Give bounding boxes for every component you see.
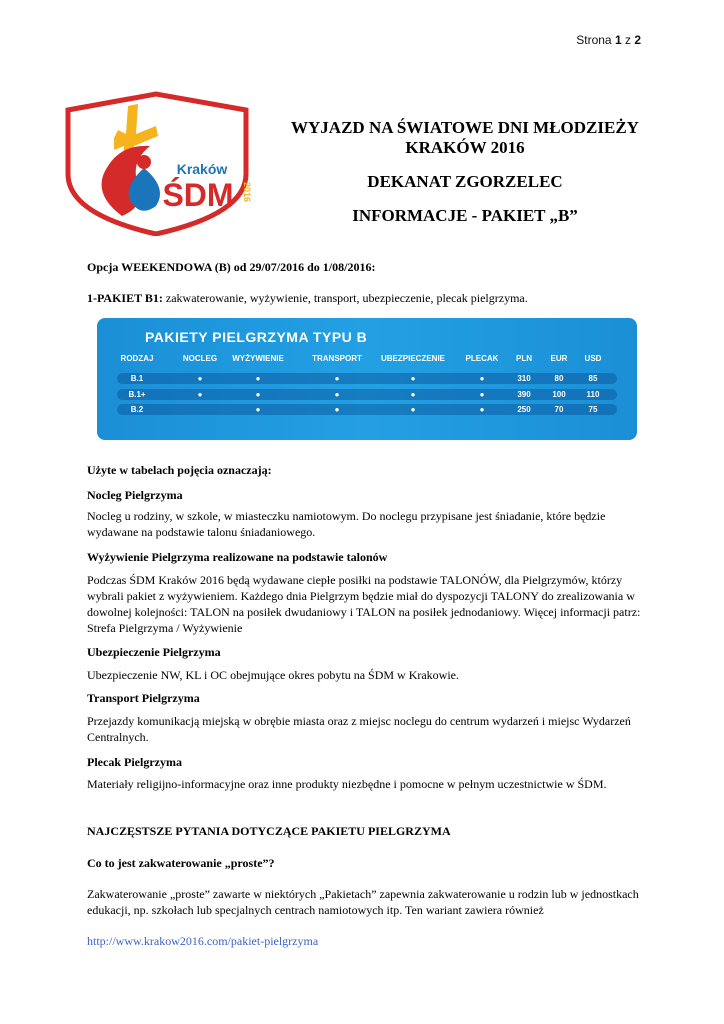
ubezpieczenie-text: Ubezpieczenie NW, KL i OC obejmujące okres pobytu na ŚDM w Krakowie. bbox=[87, 668, 460, 682]
table-cell: 250 bbox=[517, 405, 531, 414]
title-line-3: DEKANAT ZGORZELEC bbox=[367, 172, 563, 191]
table-row bbox=[117, 373, 617, 384]
table-header-plecak: PLECAK bbox=[465, 354, 499, 363]
table-cell: ● bbox=[479, 405, 485, 414]
transport-text: Przejazdy komunikacją miejską w obrębie miasta oraz z miejsc noclegu do centrum wydarzeń i miejsc Wydarzeń Centralnych. bbox=[87, 714, 631, 744]
sdm-krakow-logo bbox=[60, 88, 260, 236]
packages-table-title: PAKIETY PIELGRZYMA TYPU B bbox=[145, 329, 368, 345]
table-cell: ● bbox=[334, 405, 340, 414]
package-b1-text: zakwaterowanie, wyżywienie, transport, ubezpieczenie, plecak pielgrzyma. bbox=[162, 291, 528, 305]
table-header-ubezpieczenie: UBEZPIECZENIE bbox=[380, 354, 446, 363]
package-b1-line bbox=[87, 290, 647, 306]
plecak-heading: Plecak Pielgrzyma bbox=[87, 755, 182, 769]
table-cell: ● bbox=[410, 390, 416, 399]
table-row bbox=[117, 404, 617, 415]
wyzywienie-heading: Wyżywienie Pielgrzyma realizowane na podstawie talonów bbox=[87, 550, 388, 564]
wyzywienie-text: Podczas ŚDM Kraków 2016 będą wydawane ciepłe posiłki na podstawie TALONÓW, dla Pielgrzymów, którzy wybrali pakiet z wyżywieniem. Każdego dnia Pielgrzym będzie miał do dyspozycji TALONY do zrealizowania w dowolnej kolejności: TALON na posiłek dwudaniowy i TALON na posiłek jednodaniowy. Więcej informacji patrz: Strefa Pielgrzyma / Wyżywienie bbox=[87, 573, 641, 635]
logo-year-text: 2016 bbox=[242, 181, 252, 203]
table-cell: ● bbox=[255, 374, 261, 383]
table-cell: ● bbox=[334, 390, 340, 399]
transport-heading: Transport Pielgrzyma bbox=[87, 691, 200, 705]
logo-brand-text: ŚDM bbox=[162, 177, 234, 213]
faq-heading: NAJCZĘSTSZE PYTANIA DOTYCZĄCE PAKIETU PIELGRZYMA bbox=[87, 824, 451, 838]
nocleg-heading: Nocleg Pielgrzyma bbox=[87, 488, 183, 502]
table-cell: ● bbox=[410, 374, 416, 383]
ubezpieczenie-heading: Ubezpieczenie Pielgrzyma bbox=[87, 645, 221, 659]
terms-heading: Użyte w tabelach pojęcia oznaczają: bbox=[87, 463, 272, 477]
table-header-nocleg: NOCLEG bbox=[182, 354, 218, 363]
table-cell: 110 bbox=[586, 390, 600, 399]
table-header-rodzaj: RODZAJ bbox=[120, 354, 154, 363]
table-cell: ● bbox=[197, 390, 203, 399]
title-line-1: WYJAZD NA ŚWIATOWE DNI MŁODZIEŻY bbox=[291, 118, 639, 137]
table-cell: ● bbox=[197, 374, 203, 383]
table-cell: 100 bbox=[552, 390, 566, 399]
table-cell: ● bbox=[334, 374, 340, 383]
title-line-4: INFORMACJE - PAKIET „B” bbox=[352, 206, 578, 225]
footer-link[interactable]: http://www.krakow2016.com/pakiet-pielgrzyma bbox=[87, 934, 319, 948]
table-header-eur: EUR bbox=[550, 354, 568, 363]
table-cell: ● bbox=[479, 390, 485, 399]
table-cell: 80 bbox=[554, 374, 564, 383]
faq-question-1: Co to jest zakwaterowanie „proste”? bbox=[87, 856, 275, 870]
table-cell: 85 bbox=[588, 374, 598, 383]
table-cell: B.2 bbox=[130, 405, 144, 414]
table-cell: ● bbox=[255, 390, 261, 399]
table-cell: 310 bbox=[517, 374, 531, 383]
table-cell: 70 bbox=[554, 405, 564, 414]
table-cell: 390 bbox=[517, 390, 531, 399]
nocleg-text: Nocleg u rodziny, w szkole, w miasteczku namiotowym. Do noclegu przypisane jest śniadanie, które będzie wydawane na podstawie talonu śniadaniowego. bbox=[87, 509, 606, 539]
table-cell: ● bbox=[479, 374, 485, 383]
package-b1-label: 1-PAKIET B1: bbox=[87, 291, 163, 305]
page-number: Strona 1 z 2 bbox=[576, 33, 641, 47]
table-header-wyżywienie: WYŻYWIENIE bbox=[232, 354, 284, 363]
option-heading: Opcja WEEKENDOWA (B) od 29/07/2016 do 1/08/2016: bbox=[87, 260, 376, 274]
table-row bbox=[117, 389, 617, 400]
plecak-text: Materiały religijno-informacyjne oraz inne produkty niezbędne i pomocne w pełnym uczestnictwie w ŚDM. bbox=[87, 777, 607, 791]
table-cell: ● bbox=[255, 405, 261, 414]
table-cell: ● bbox=[410, 405, 416, 414]
document-title-block bbox=[270, 118, 660, 226]
table-header-usd: USD bbox=[584, 354, 602, 363]
table-cell: B.1+ bbox=[128, 390, 146, 399]
table-header-pln: PLN bbox=[516, 354, 532, 363]
table-cell: 75 bbox=[588, 405, 598, 414]
table-cell: B.1 bbox=[130, 374, 144, 383]
title-line-2: KRAKÓW 2016 bbox=[405, 138, 525, 157]
faq-answer-1: Zakwaterowanie „proste” zawarte w niektórych „Pakietach” zapewnia zakwaterowanie u rodzin lub w jednostkach edukacji, np. szkołach lub specjalnych centrach namiotowych itp. Ten wariant zawiera również bbox=[87, 887, 639, 917]
packages-table bbox=[97, 318, 637, 440]
table-header-transport: TRANSPORT bbox=[312, 354, 362, 363]
logo-city-text: Kraków bbox=[176, 161, 228, 177]
